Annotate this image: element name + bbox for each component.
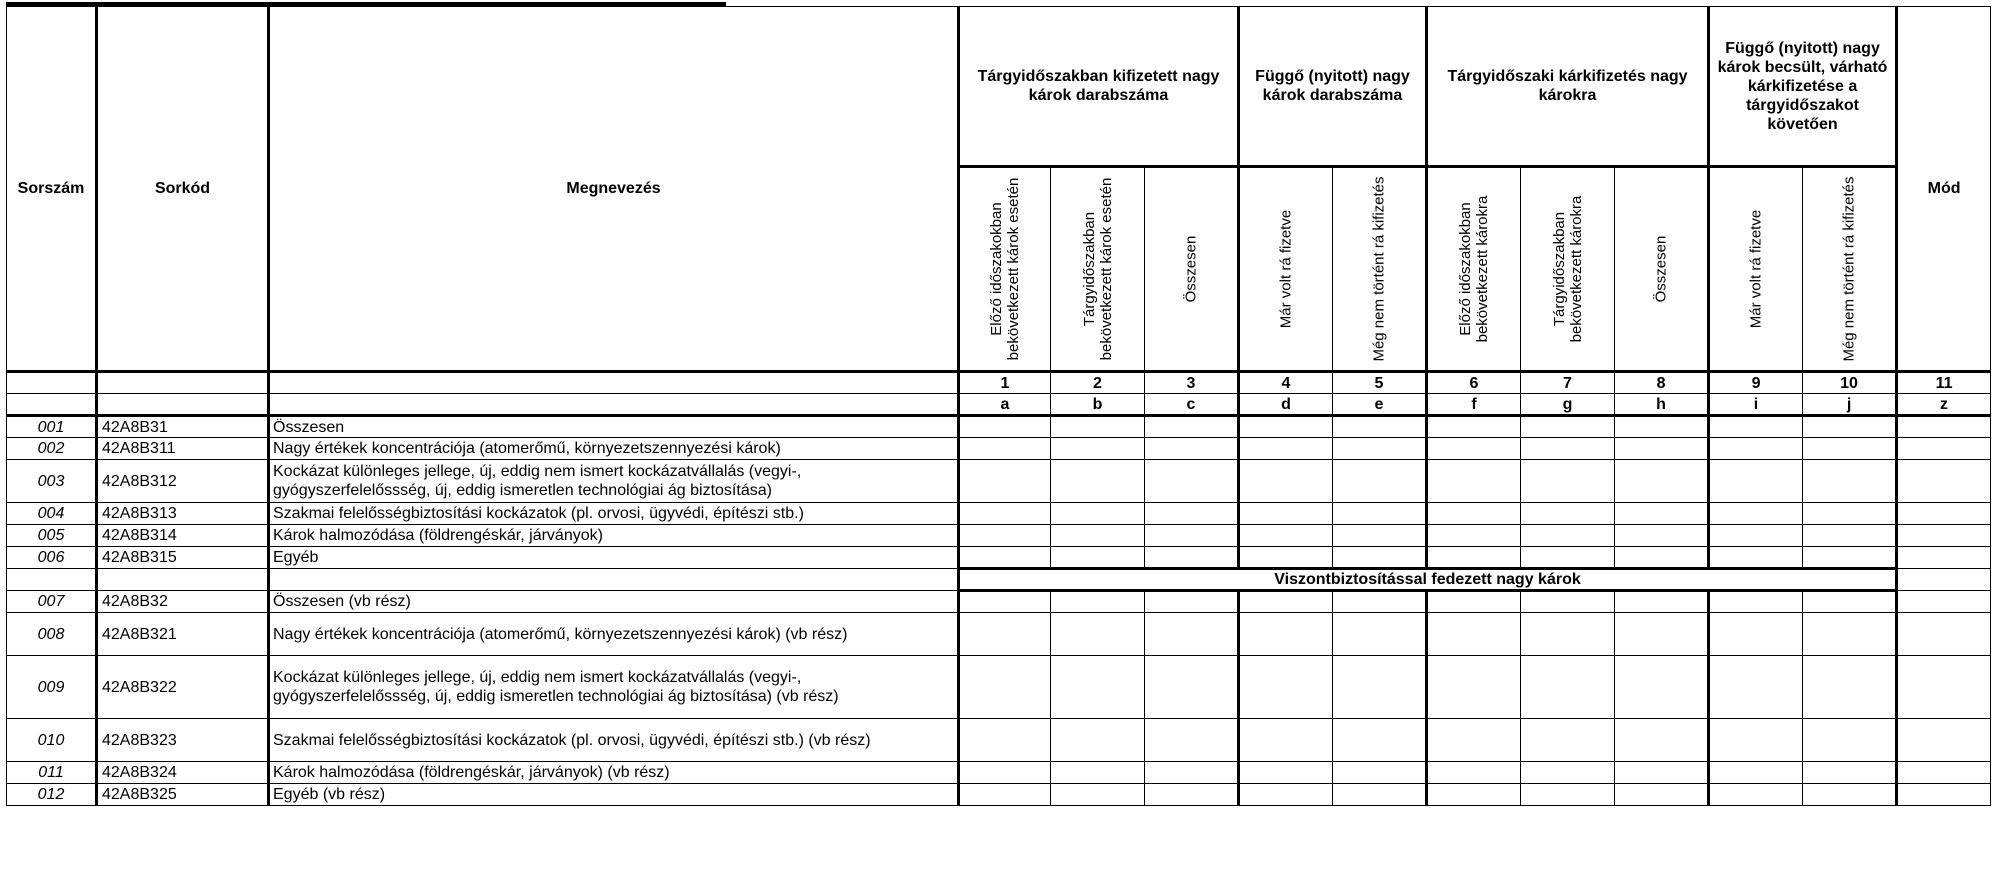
vb-section-row (7, 569, 1991, 591)
column-number: 11 (1897, 372, 1991, 394)
table-row (7, 547, 1991, 569)
row-megnevezes: Összesen (269, 416, 959, 438)
row-sorszam: 006 (7, 547, 97, 569)
mod-cell[interactable] (1897, 547, 1991, 569)
column-number: 7 (1521, 372, 1615, 394)
header-sorkod: Sorkód (97, 7, 269, 372)
table-row (7, 438, 1991, 460)
input-cell[interactable] (1239, 525, 1333, 547)
input-cell[interactable] (1803, 438, 1897, 460)
large-claims-table (6, 6, 1991, 806)
input-cell[interactable] (1709, 613, 1803, 656)
input-cell[interactable] (1051, 719, 1145, 762)
table-row (7, 762, 1991, 784)
row-megnevezes: Károk halmozódása (földrengéskár, járványok) (269, 525, 959, 547)
input-cell[interactable] (1239, 503, 1333, 525)
input-cell[interactable] (1615, 591, 1709, 613)
subheader-col-4 (1239, 167, 1333, 372)
input-cell[interactable] (1521, 591, 1615, 613)
input-cell[interactable] (1521, 503, 1615, 525)
subheader-col-3 (1145, 167, 1239, 372)
input-cell[interactable] (1427, 416, 1521, 438)
input-cell[interactable] (1709, 503, 1803, 525)
subheader-col-1-text: Előző időszakokban bekövetkezett károk esetén (988, 177, 1022, 361)
row-sorszam: 002 (7, 438, 97, 460)
header-mod: Mód (1897, 7, 1991, 372)
row-sorkod: 42A8B31 (97, 416, 269, 438)
input-cell[interactable] (1145, 416, 1239, 438)
column-number-row (7, 372, 1991, 394)
input-cell[interactable] (1615, 613, 1709, 656)
subheader-col-8-text: Összesen (1652, 235, 1670, 303)
letter-cell-empty-3 (269, 394, 959, 416)
input-cell[interactable] (1709, 416, 1803, 438)
input-cell[interactable] (1803, 613, 1897, 656)
column-letter: i (1709, 394, 1803, 416)
input-cell[interactable] (1521, 460, 1615, 503)
input-cell[interactable] (1145, 762, 1239, 784)
input-cell[interactable] (1709, 719, 1803, 762)
input-cell[interactable] (1803, 460, 1897, 503)
input-cell[interactable] (1521, 784, 1615, 806)
vb-empty-sorszam (7, 569, 97, 591)
header-group-open-estimate: Függő (nyitott) nagy károk becsült, várható kárkifizetése a tárgyidőszakot követően (1709, 7, 1897, 167)
table-row (7, 525, 1991, 547)
input-cell[interactable] (1239, 613, 1333, 656)
row-sorkod: 42A8B313 (97, 503, 269, 525)
number-cell-empty-3 (269, 372, 959, 394)
table-row (7, 591, 1991, 613)
input-cell[interactable] (1239, 762, 1333, 784)
input-cell[interactable] (1803, 503, 1897, 525)
input-cell[interactable] (1145, 784, 1239, 806)
row-sorszam: 012 (7, 784, 97, 806)
row-sorszam: 003 (7, 460, 97, 503)
vb-empty-name (269, 569, 959, 591)
row-sorszam: 011 (7, 762, 97, 784)
table-body-direct (7, 416, 1991, 569)
input-cell[interactable] (1521, 547, 1615, 569)
input-cell[interactable] (1427, 591, 1521, 613)
input-cell[interactable] (1333, 719, 1427, 762)
input-cell[interactable] (1239, 460, 1333, 503)
input-cell[interactable] (1145, 525, 1239, 547)
input-cell[interactable] (1615, 547, 1709, 569)
subheader-col-10 (1803, 167, 1897, 372)
row-sorkod: 42A8B314 (97, 525, 269, 547)
input-cell[interactable] (1709, 438, 1803, 460)
input-cell[interactable] (959, 438, 1051, 460)
column-letter-row (7, 394, 1991, 416)
subheader-col-2-text: Tárgyidőszakban bekövetkezett károk esetén (1080, 177, 1115, 361)
input-cell[interactable] (1051, 591, 1145, 613)
input-cell[interactable] (1145, 613, 1239, 656)
row-sorkod: 42A8B322 (97, 656, 269, 719)
input-cell[interactable] (1333, 591, 1427, 613)
input-cell[interactable] (959, 719, 1051, 762)
table-row (7, 460, 1991, 503)
column-letter: a (959, 394, 1051, 416)
report-form (6, 6, 1961, 806)
input-cell[interactable] (1051, 416, 1145, 438)
input-cell[interactable] (1051, 762, 1145, 784)
row-sorszam: 010 (7, 719, 97, 762)
input-cell[interactable] (1333, 416, 1427, 438)
number-cell-empty-1 (7, 372, 97, 394)
input-cell[interactable] (959, 525, 1051, 547)
input-cell[interactable] (1427, 784, 1521, 806)
input-cell[interactable] (1239, 719, 1333, 762)
table-row (7, 503, 1991, 525)
number-cell-empty-2 (97, 372, 269, 394)
input-cell[interactable] (1051, 525, 1145, 547)
column-letter: g (1521, 394, 1615, 416)
subheader-col-4-text: Már volt rá fizetve (1277, 209, 1295, 329)
column-number: 2 (1051, 372, 1145, 394)
input-cell[interactable] (1803, 547, 1897, 569)
input-cell[interactable] (959, 762, 1051, 784)
vb-empty-sorkod (97, 569, 269, 591)
input-cell[interactable] (1239, 438, 1333, 460)
input-cell[interactable] (1051, 784, 1145, 806)
input-cell[interactable] (1427, 547, 1521, 569)
row-megnevezes: Összesen (vb rész) (269, 591, 959, 613)
input-cell[interactable] (1333, 503, 1427, 525)
input-cell[interactable] (1615, 503, 1709, 525)
subheader-col-7 (1521, 167, 1615, 372)
input-cell[interactable] (1709, 784, 1803, 806)
subheader-col-1 (959, 167, 1051, 372)
input-cell[interactable] (959, 503, 1051, 525)
column-number: 3 (1145, 372, 1239, 394)
row-sorkod: 42A8B325 (97, 784, 269, 806)
input-cell[interactable] (1521, 656, 1615, 719)
subheader-col-5 (1333, 167, 1427, 372)
input-cell[interactable] (1333, 438, 1427, 460)
input-cell[interactable] (1521, 416, 1615, 438)
row-sorkod: 42A8B321 (97, 613, 269, 656)
input-cell[interactable] (1427, 762, 1521, 784)
letter-cell-empty-1 (7, 394, 97, 416)
input-cell[interactable] (1333, 762, 1427, 784)
mod-cell[interactable] (1897, 762, 1991, 784)
input-cell[interactable] (1145, 503, 1239, 525)
input-cell[interactable] (1709, 547, 1803, 569)
row-sorszam: 005 (7, 525, 97, 547)
row-megnevezes: Kockázat különleges jellege, új, eddig nem ismert kockázatvállalás (vegyi-, gyógyszerfelelőssség, új, eddig ismeretlen technológiai ág biztosítása) (269, 460, 959, 503)
subheader-col-9 (1709, 167, 1803, 372)
header-megnevezes: Megnevezés (269, 7, 959, 372)
row-sorkod: 42A8B311 (97, 438, 269, 460)
input-cell[interactable] (1427, 503, 1521, 525)
input-cell[interactable] (1333, 460, 1427, 503)
input-cell[interactable] (1333, 784, 1427, 806)
input-cell[interactable] (1803, 656, 1897, 719)
row-sorkod: 42A8B324 (97, 762, 269, 784)
input-cell[interactable] (1521, 762, 1615, 784)
row-sorkod: 42A8B312 (97, 460, 269, 503)
row-megnevezes: Szakmai felelősségbiztosítási kockázatok (pl. orvosi, ügyvédi, építészi stb.) (vb rész) (269, 719, 959, 762)
row-megnevezes: Nagy értékek koncentrációja (atomerőmű, környezetszennyezési károk) (vb rész) (269, 613, 959, 656)
input-cell[interactable] (1521, 438, 1615, 460)
vb-section-title: Viszontbiztosítással fedezett nagy károk (959, 569, 1897, 591)
input-cell[interactable] (1333, 656, 1427, 719)
column-number: 1 (959, 372, 1051, 394)
input-cell[interactable] (1803, 719, 1897, 762)
input-cell[interactable] (1051, 547, 1145, 569)
input-cell[interactable] (1709, 460, 1803, 503)
column-letter: b (1051, 394, 1145, 416)
row-megnevezes: Szakmai felelősségbiztosítási kockázatok (pl. orvosi, ügyvédi, építészi stb.) (269, 503, 959, 525)
input-cell[interactable] (1615, 656, 1709, 719)
subheader-col-6 (1427, 167, 1521, 372)
header-group-claim-payments: Tárgyidőszaki kárkifizetés nagy károkra (1427, 7, 1709, 167)
subheader-col-6-text: Előző időszakokban bekövetkezett károkra (1457, 195, 1491, 343)
header-group-paid-count: Tárgyidőszakban kifizetett nagy károk darabszáma (959, 7, 1239, 167)
input-cell[interactable] (1145, 460, 1239, 503)
input-cell[interactable] (1145, 656, 1239, 719)
input-cell[interactable] (959, 416, 1051, 438)
row-sorszam: 009 (7, 656, 97, 719)
table-row (7, 656, 1991, 719)
input-cell[interactable] (1521, 525, 1615, 547)
input-cell[interactable] (1803, 591, 1897, 613)
mod-cell[interactable] (1897, 460, 1991, 503)
vb-section-header (7, 569, 1991, 591)
input-cell[interactable] (1521, 719, 1615, 762)
letter-cell-empty-2 (97, 394, 269, 416)
mod-cell[interactable] (1897, 719, 1991, 762)
table-row (7, 613, 1991, 656)
header-sorszam: Sorszám (7, 7, 97, 372)
column-letter: j (1803, 394, 1897, 416)
mod-cell[interactable] (1897, 613, 1991, 656)
row-megnevezes: Egyéb (269, 547, 959, 569)
column-letter: h (1615, 394, 1709, 416)
input-cell[interactable] (1239, 784, 1333, 806)
subheader-col-7-text: Tárgyidőszakban bekövetkezett károkra (1550, 195, 1585, 343)
input-cell[interactable] (1051, 438, 1145, 460)
input-cell[interactable] (959, 784, 1051, 806)
input-cell[interactable] (1051, 503, 1145, 525)
input-cell[interactable] (1709, 656, 1803, 719)
row-sorkod: 42A8B315 (97, 547, 269, 569)
input-cell[interactable] (1615, 438, 1709, 460)
mod-cell[interactable] (1897, 591, 1991, 613)
column-number: 4 (1239, 372, 1333, 394)
input-cell[interactable] (1803, 416, 1897, 438)
row-megnevezes: Kockázat különleges jellege, új, eddig nem ismert kockázatvállalás (vegyi-, gyógyszerfelelőssség, új, eddig ismeretlen technológiai ág biztosítása) (vb rész) (269, 656, 959, 719)
input-cell[interactable] (1427, 613, 1521, 656)
input-cell[interactable] (1521, 613, 1615, 656)
table-row (7, 416, 1991, 438)
input-cell[interactable] (1333, 525, 1427, 547)
column-letter: c (1145, 394, 1239, 416)
vb-empty-mod (1897, 569, 1991, 591)
input-cell[interactable] (1239, 547, 1333, 569)
subheader-col-3-text: Összesen (1182, 235, 1200, 303)
input-cell[interactable] (1803, 525, 1897, 547)
mod-cell[interactable] (1897, 416, 1991, 438)
mod-cell[interactable] (1897, 656, 1991, 719)
input-cell[interactable] (1615, 719, 1709, 762)
input-cell[interactable] (1615, 784, 1709, 806)
column-number: 6 (1427, 372, 1521, 394)
column-number: 5 (1333, 372, 1427, 394)
input-cell[interactable] (1145, 591, 1239, 613)
input-cell[interactable] (1615, 416, 1709, 438)
column-letter: f (1427, 394, 1521, 416)
row-megnevezes: Nagy értékek koncentrációja (atomerőmű, környezetszennyezési károk) (269, 438, 959, 460)
header-group-open-count: Függő (nyitott) nagy károk darabszáma (1239, 7, 1427, 167)
subheader-col-10-text: Még nem történt rá kifizetés (1840, 176, 1858, 362)
column-number: 10 (1803, 372, 1897, 394)
row-sorszam: 007 (7, 591, 97, 613)
input-cell[interactable] (1333, 613, 1427, 656)
input-cell[interactable] (1615, 525, 1709, 547)
input-cell[interactable] (1427, 438, 1521, 460)
subheader-col-2 (1051, 167, 1145, 372)
input-cell[interactable] (1051, 613, 1145, 656)
mod-cell[interactable] (1897, 438, 1991, 460)
table-body-reinsured (7, 591, 1991, 806)
mod-cell[interactable] (1897, 503, 1991, 525)
row-sorszam: 008 (7, 613, 97, 656)
input-cell[interactable] (1709, 762, 1803, 784)
input-cell[interactable] (1615, 762, 1709, 784)
column-letter: e (1333, 394, 1427, 416)
row-sorszam: 004 (7, 503, 97, 525)
table-row (7, 719, 1991, 762)
subheader-col-5-text: Még nem történt rá kifizetés (1370, 176, 1388, 362)
column-number: 9 (1709, 372, 1803, 394)
row-megnevezes: Egyéb (vb rész) (269, 784, 959, 806)
input-cell[interactable] (1145, 438, 1239, 460)
input-cell[interactable] (1051, 460, 1145, 503)
input-cell[interactable] (1427, 656, 1521, 719)
input-cell[interactable] (1427, 460, 1521, 503)
input-cell[interactable] (1709, 591, 1803, 613)
input-cell[interactable] (1051, 656, 1145, 719)
input-cell[interactable] (959, 591, 1051, 613)
input-cell[interactable] (1239, 416, 1333, 438)
subheader-col-9-text: Már volt rá fizetve (1747, 209, 1765, 329)
input-cell[interactable] (1803, 784, 1897, 806)
input-cell[interactable] (959, 613, 1051, 656)
input-cell[interactable] (1427, 525, 1521, 547)
input-cell[interactable] (1145, 719, 1239, 762)
input-cell[interactable] (1427, 719, 1521, 762)
input-cell[interactable] (959, 547, 1051, 569)
column-letter: z (1897, 394, 1991, 416)
table-row (7, 784, 1991, 806)
input-cell[interactable] (1615, 460, 1709, 503)
row-sorkod: 42A8B323 (97, 719, 269, 762)
input-cell[interactable] (959, 656, 1051, 719)
input-cell[interactable] (1803, 762, 1897, 784)
row-megnevezes: Károk halmozódása (földrengéskár, járványok) (vb rész) (269, 762, 959, 784)
column-number: 8 (1615, 372, 1709, 394)
row-sorszam: 001 (7, 416, 97, 438)
row-sorkod: 42A8B32 (97, 591, 269, 613)
mod-cell[interactable] (1897, 784, 1991, 806)
input-cell[interactable] (959, 460, 1051, 503)
input-cell[interactable] (1333, 547, 1427, 569)
input-cell[interactable] (1239, 656, 1333, 719)
column-letter: d (1239, 394, 1333, 416)
subheader-col-8 (1615, 167, 1709, 372)
input-cell[interactable] (1239, 591, 1333, 613)
mod-cell[interactable] (1897, 525, 1991, 547)
input-cell[interactable] (1145, 547, 1239, 569)
input-cell[interactable] (1709, 525, 1803, 547)
